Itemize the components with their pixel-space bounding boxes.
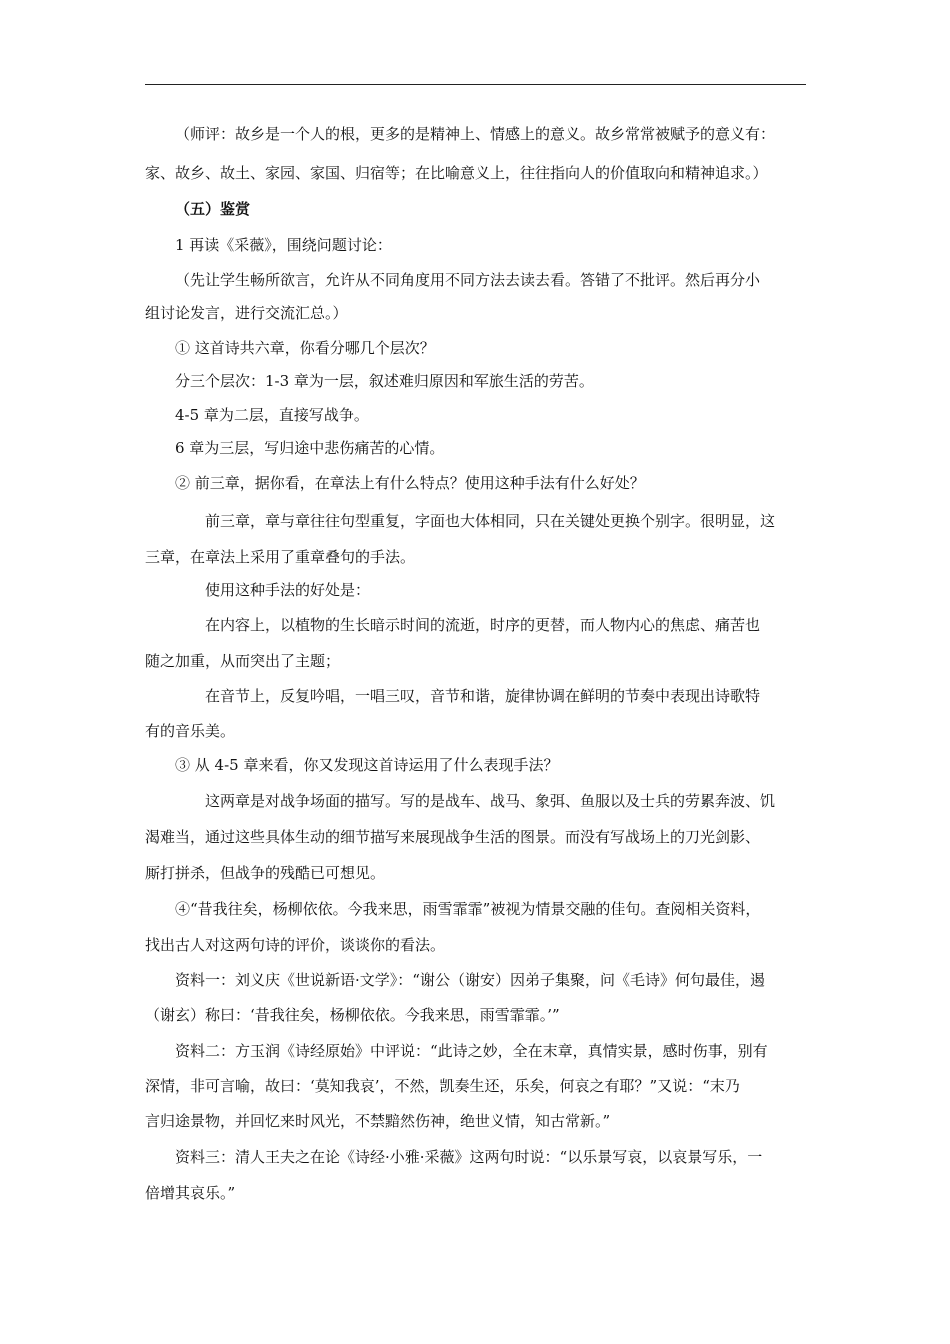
text-line: 三章，在章法上采用了重章叠句的手法。: [145, 548, 416, 566]
text-line: 分三个层次：1-3 章为一层，叙述难归原因和军旅生活的劳苦。: [175, 372, 594, 390]
text-line: 这两章是对战争场面的描写。写的是战车、战马、象弭、鱼服以及士兵的劳累奔波、饥: [205, 792, 776, 810]
text-line: 6 章为三层，写归途中悲伤痛苦的心情。: [175, 439, 445, 457]
text-line: 家、故乡、故土、家园、家国、归宿等；在比喻意义上，往往指向人的价值取向和精神追求。）: [145, 164, 768, 182]
reference-line: 言归途景物，并回忆来时风光，不禁黯然伤神，绝世义情，知古常新。”: [145, 1112, 611, 1130]
reference-line: （谢玄）称曰：‘昔我往矣，杨柳依依。今我来思，雨雪霏霏。’”: [145, 1006, 560, 1024]
text-line: 1 再读《采薇》，围绕问题讨论：: [175, 236, 392, 254]
text-line: 厮打拼杀，但战争的残酷已可想见。: [145, 864, 386, 882]
question-line: ② 前三章，据你看，在章法上有什么特点？使用这种手法有什么好处？: [175, 474, 645, 492]
question-line: ④“昔我往矣，杨柳依依。今我来思，雨雪霏霏”被视为情景交融的佳句。查阅相关资料，: [175, 900, 761, 918]
text-line: 随之加重，从而突出了主题；: [145, 652, 341, 670]
question-line: ③ 从 4-5 章来看，你又发现这首诗运用了什么表现手法？: [175, 756, 559, 774]
text-line: 在音节上，反复吟唱，一唱三叹，音节和谐，旋律协调在鲜明的节奏中表现出诗歌特: [205, 687, 761, 705]
reference-line: 深情，非可言喻，故曰：‘莫知我哀’，不然，凯奏生还，乐矣，何哀之有耶？”又说：“末乃: [145, 1077, 740, 1095]
text-line: 前三章，章与章往往句型重复，字面也大体相同，只在关键处更换个别字。很明显，这: [205, 512, 776, 530]
reference-line: 资料二：方玉润《诗经原始》中评说：“此诗之妙，全在末章，真情实景，感时伤事，别有: [175, 1042, 768, 1060]
text-line: （师评：故乡是一个人的根，更多的是精神上、情感上的意义。故乡常常被赋予的意义有：: [175, 125, 776, 143]
header-rule: [145, 84, 806, 85]
text-line: 有的音乐美。: [145, 722, 236, 740]
text-line: 使用这种手法的好处是：: [205, 581, 371, 599]
question-line: ① 这首诗共六章，你看分哪几个层次？: [175, 339, 435, 357]
text-line: 4-5 章为二层，直接写战争。: [175, 406, 369, 424]
text-line: 组讨论发言，进行交流汇总。）: [145, 304, 348, 322]
text-line: 找出古人对这两句诗的评价，谈谈你的看法。: [145, 936, 446, 954]
text-line: 在内容上，以植物的生长暗示时间的流逝，时序的更替，而人物内心的焦虑、痛苦也: [205, 616, 761, 634]
reference-line: 倍增其哀乐。”: [145, 1184, 236, 1202]
text-line: 渴难当，通过这些具体生动的细节描写来展现战争生活的图景。而没有写战场上的刀光剑影、: [145, 828, 761, 846]
reference-line: 资料三：清人王夫之在论《诗经·小雅·采薇》这两句时说：“以乐景写哀，以哀景写乐，一: [175, 1148, 763, 1166]
reference-line: 资料一：刘义庆《世说新语·文学》：“谢公（谢安）因弟子集聚，问《毛诗》何句最佳，遏: [175, 971, 765, 989]
text-line: （先让学生畅所欲言，允许从不同角度用不同方法去读去看。答错了不批评。然后再分小: [175, 271, 761, 289]
section-heading: （五）鉴赏: [175, 200, 251, 218]
